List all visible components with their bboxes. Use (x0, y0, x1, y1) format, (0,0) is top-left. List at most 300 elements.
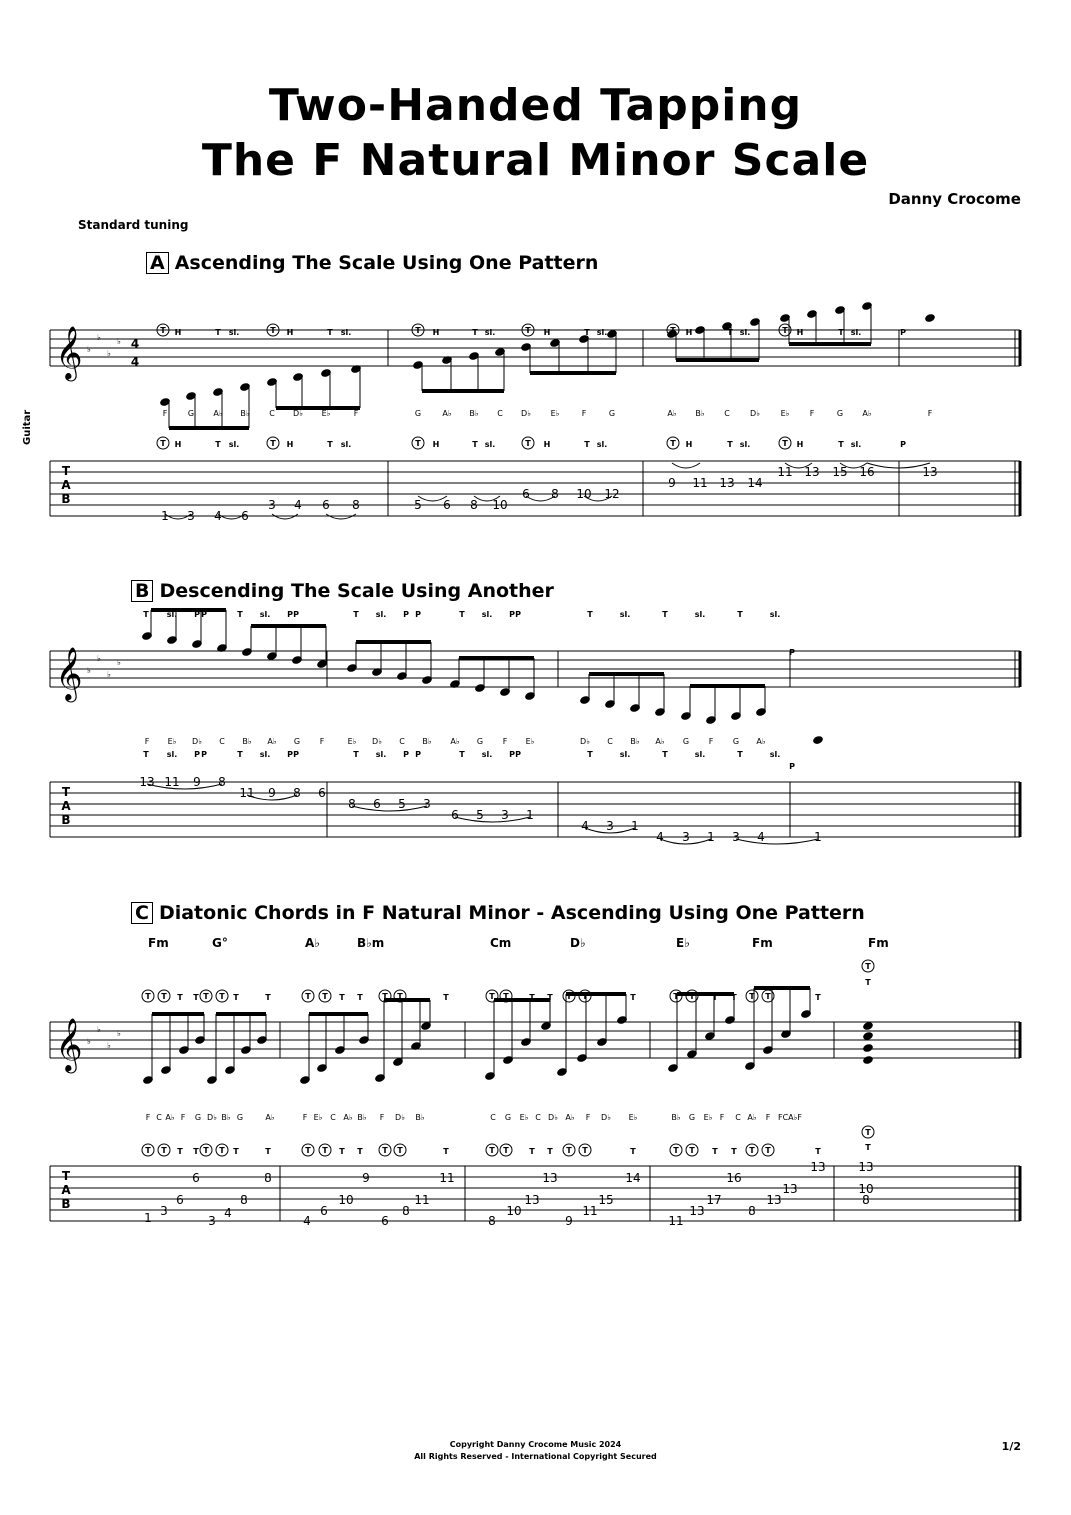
sysA-tab-tap-circle-letter: T (670, 439, 676, 448)
sysB-tab-tech-label: T (662, 750, 668, 759)
sysB-note-name: G (476, 737, 484, 746)
sysA-note-name: G (187, 409, 195, 418)
sysB-tab-number: 3 (732, 830, 740, 844)
sysA-tab-number: 8 (352, 498, 360, 512)
sysA-tech-label: T (472, 328, 478, 337)
sysC-tech-label: T (357, 993, 363, 1002)
sysC-tab-number: 8 (748, 1204, 756, 1218)
sysC-tab-tech-label: T (443, 1147, 449, 1156)
sysB-tab-tech-label: sl. (619, 750, 631, 759)
sysC-tab-tech-label: T (529, 1147, 535, 1156)
sysA-tab-clef: A (61, 478, 71, 492)
sysC-tab-tap-circle-letter: T (305, 1146, 311, 1155)
sysC-note-name: F (145, 1113, 151, 1122)
sysC-tech-label: T (339, 993, 345, 1002)
sysA-note-name: A♭ (667, 409, 677, 418)
sysA-tab-number: 8 (551, 487, 559, 501)
sysA-tab-tech-label: sl. (228, 440, 240, 449)
sysB-note-name: G (682, 737, 690, 746)
sysA-tab-tech-label: T (584, 440, 590, 449)
sysC-tab-tech-label: T (357, 1147, 363, 1156)
sysC-final-chord-note (862, 1043, 874, 1053)
sysC-tap-circle-letter: T (305, 992, 311, 1001)
sysC-note-name: A♭ (565, 1113, 575, 1122)
title-line-2: The F Natural Minor Scale (201, 135, 870, 186)
sysA-note-name: G (414, 409, 422, 418)
sysC-tap-circle-letter: T (219, 992, 225, 1001)
sysC-note-name: C (735, 1113, 741, 1122)
sysA-tab-slur (672, 463, 700, 468)
sysB-note-name: A♭ (756, 737, 766, 746)
sysB-tab-number: 5 (398, 797, 406, 811)
sysB-tab-number: 3 (606, 819, 614, 833)
sysB-tab-tech-label: P (415, 750, 421, 759)
sysC-tab-tech-label: T (265, 1147, 271, 1156)
sysC-note-name: A♭ (165, 1113, 175, 1122)
sysC-note-name: D♭ (548, 1113, 558, 1122)
sysC-tab-number: 13 (542, 1171, 558, 1185)
sysA-tech-label: T (727, 328, 733, 337)
sysB-tab-tech-label: P (201, 750, 207, 759)
sysC-chord-symbol: B♭m (357, 936, 385, 950)
sysB-tab-number: 8 (218, 775, 226, 789)
sysC-tab-number: 16 (726, 1171, 742, 1185)
sysB-tab-clef: T (61, 785, 71, 799)
sysA-tap-circle-letter: T (160, 326, 166, 335)
sysA-tech-label: sl. (340, 328, 352, 337)
sysB-tab-tech-label: T (353, 750, 359, 759)
sysB-tab-number: 3 (501, 808, 509, 822)
sysB-tab-tech-label: sl. (259, 750, 271, 759)
author: Danny Crocome (888, 190, 1021, 208)
sysC-note-name: C (330, 1113, 336, 1122)
sysB-tab-clef: A (61, 799, 71, 813)
sysA-tech-label: H (286, 328, 294, 337)
sysC-tab-number: 4 (224, 1206, 232, 1220)
sysA-flat: ♭ (107, 349, 111, 358)
sysB-note-name: E♭ (167, 737, 177, 746)
sysC-note-name: A♭ (343, 1113, 353, 1122)
sysB-note-name: E♭ (347, 737, 357, 746)
sysC-tab-tech-label: T (815, 1147, 821, 1156)
sysC-tab-number: 6 (176, 1193, 184, 1207)
sysC-tap-circle-letter: T (749, 992, 755, 1001)
page-number: 1/2 (1001, 1440, 1021, 1453)
sysA-tab-number: 6 (443, 498, 451, 512)
sysB-flat: ♭ (107, 670, 111, 679)
sysA-tab-tech-label: sl. (484, 440, 496, 449)
sysC-note-name: B♭ (671, 1113, 681, 1122)
sysC-tab-number: 13 (810, 1160, 826, 1174)
sysB-tab-number: 6 (318, 786, 326, 800)
sysC-tab-number: 9 (362, 1171, 370, 1185)
sysC-tab-clef: A (61, 1183, 71, 1197)
sysC-note-name: B♭ (415, 1113, 425, 1122)
sysA-note-name: B♭ (469, 409, 479, 418)
sysA-tech-label: sl. (484, 328, 496, 337)
sysC-tab-number: 6 (320, 1204, 328, 1218)
sysA-tab-number: 5 (414, 498, 422, 512)
sysB-tech-label: T (237, 610, 243, 619)
sysC-tap-circle-letter: T (161, 992, 167, 1001)
sysC-note-name: A♭ (265, 1113, 275, 1122)
sysC-flat: ♭ (117, 1029, 121, 1038)
sysC-tech-label: T (177, 993, 183, 1002)
sysA-tech-label: sl. (850, 328, 862, 337)
sysB-tech-label: P (515, 610, 521, 619)
sysB-note-name: B♭ (242, 737, 252, 746)
sysB-note-name: B♭ (630, 737, 640, 746)
sysB-tab-clef: B (61, 813, 71, 827)
sysB-tech-label: P (403, 610, 409, 619)
sysA-tab-tech-label: sl. (340, 440, 352, 449)
sysC-tab-clef: T (61, 1169, 71, 1183)
sysB-note-name: C (219, 737, 225, 746)
sysC-note-name: C (156, 1113, 162, 1122)
sysB-tab-tech-label: T (587, 750, 593, 759)
sysA-tab-tech-label: sl. (850, 440, 862, 449)
sysB-tech-label: sl. (481, 610, 493, 619)
sysA-tap-circle-letter: T (525, 326, 531, 335)
sysB-tech-label: T (143, 610, 149, 619)
sysA-note-name: F (927, 409, 933, 418)
sysB-note-name: D♭ (580, 737, 590, 746)
sysB-tech-label: sl. (619, 610, 631, 619)
sysC-tab-tap-circle-letter: T (145, 1146, 151, 1155)
sysB-tech-label: T (459, 610, 465, 619)
sysC-tab-tap-circle-letter: T (749, 1146, 755, 1155)
sysC-note-name: E♭ (703, 1113, 713, 1122)
sysC-tab-tech-label: T (630, 1147, 636, 1156)
sysA-tech-label: T (327, 328, 333, 337)
sysA-note-name: C (497, 409, 503, 418)
sysC-tech-label: T (529, 993, 535, 1002)
sysB-tab-number: 4 (656, 830, 664, 844)
sysB-tab-number: 5 (476, 808, 484, 822)
sysB-tech-label: T (737, 610, 743, 619)
sysC-tab-tap-circle-letter: T (382, 1146, 388, 1155)
sysB-tech-label: P (201, 610, 207, 619)
sysA-tab-clef: B (61, 492, 71, 506)
sysC-tab-number: 8 (488, 1214, 496, 1228)
sysA-tab-number: 16 (859, 465, 875, 479)
sysA-tap-circle-letter: T (270, 326, 276, 335)
sysC-tap-circle-letter: T (503, 992, 509, 1001)
sysA-tab-number: 3 (187, 509, 195, 523)
sysC-tap-circle-letter: T (203, 992, 209, 1001)
sysA-tab-tap-circle-letter: T (525, 439, 531, 448)
section-a-letter: A (146, 252, 169, 274)
sysC-tab-final-tech-label: T (865, 1143, 871, 1152)
sysC-tab-number: 10 (506, 1204, 522, 1218)
sysB-note-name: D♭ (372, 737, 382, 746)
sysB-tab-number: 6 (451, 808, 459, 822)
sysB-tab-tech-label: T (237, 750, 243, 759)
sysA-tap-circle-letter: T (670, 326, 676, 335)
sysA-note-name: E♭ (780, 409, 790, 418)
sysA-tab-tech-label: T (327, 440, 333, 449)
sysC-tab-tap-circle-letter: T (566, 1146, 572, 1155)
sysA-tap-circle-letter: T (415, 326, 421, 335)
sysA-tab-tech-label: H (685, 440, 693, 449)
sysA-tech-label: H (685, 328, 693, 337)
sysC-tap-circle-letter: T (382, 992, 388, 1001)
sysB-tab-slur (455, 817, 530, 822)
sysA-tech-label: T (584, 328, 590, 337)
sysB-tab-number: 3 (682, 830, 690, 844)
sysC-note-name: G (194, 1113, 202, 1122)
sysA-tech-label: sl. (228, 328, 240, 337)
sysA-note-name: F (809, 409, 815, 418)
sysC-note-name: G (236, 1113, 244, 1122)
sysB-tab-tech-label: sl. (375, 750, 387, 759)
sysC-flat: ♭ (87, 1037, 91, 1046)
sysC-tab-tech-label: T (177, 1147, 183, 1156)
sysB-note-name: C (399, 737, 405, 746)
sysA-note-name: B♭ (695, 409, 705, 418)
sysB-tab-number: 9 (193, 775, 201, 789)
sysB-tab-number: 11 (239, 786, 255, 800)
sysC-tab-number: 13 (689, 1204, 705, 1218)
sysC-tab-tech-label: T (731, 1147, 737, 1156)
sysC-chord-symbol: Fm (752, 936, 773, 950)
sysB-tab-number: 4 (757, 830, 765, 844)
sysC-tab-number: 4 (303, 1214, 311, 1228)
sysC-note-name: C (535, 1113, 541, 1122)
sysB-tab-slur (736, 839, 818, 844)
sysB-note-name: C (607, 737, 613, 746)
sysA-note-name: D♭ (293, 409, 303, 418)
sysA-tab-tech-label: H (174, 440, 182, 449)
sysC-tab-tap-circle-letter: T (203, 1146, 209, 1155)
sysB-tab-tech-label: P (194, 750, 200, 759)
sysA-tab-number: 1 (161, 509, 169, 523)
sysB-tab-tech-label: sl. (166, 750, 178, 759)
sysA-tab-tech-label: sl. (596, 440, 608, 449)
sysB-note-name: G (293, 737, 301, 746)
sysA-note-name: A♭ (442, 409, 452, 418)
sysA-tab-number: 4 (214, 509, 222, 523)
sysC-chord-symbol: Fm (148, 936, 169, 950)
sysC-tech-label: T (193, 993, 199, 1002)
section-c-letter: C (131, 902, 153, 924)
sysC-final-tap-circle-letter: T (865, 962, 871, 971)
sysC-tab-number: 11 (439, 1171, 455, 1185)
sysB-tech-label: P (287, 610, 293, 619)
sysA-tab-clef: T (61, 464, 71, 478)
sysC-tech-label: T (712, 993, 718, 1002)
sysA-flat: ♭ (87, 345, 91, 354)
sysA-tab-number: 13 (922, 465, 938, 479)
sysC-tab-tap-circle-letter: T (689, 1146, 695, 1155)
sysC-tab-tap-circle-letter: T (322, 1146, 328, 1155)
sysC-note-name: B♭ (221, 1113, 231, 1122)
sysA-tab-tech-label: H (796, 440, 804, 449)
sysC-tab-tap-circle-letter: T (503, 1146, 509, 1155)
sysC-chord-symbol: Fm (868, 936, 889, 950)
sysA-tab-number: 9 (668, 476, 676, 490)
sysA-tab-tech-label: H (432, 440, 440, 449)
section-b-letter: B (131, 580, 153, 602)
sysC-note-name: C (490, 1113, 496, 1122)
sysC-note-name: F (719, 1113, 725, 1122)
sysB-tab-tech-label: sl. (769, 750, 781, 759)
sysA-tab-number: 12 (604, 487, 620, 501)
sysA-tech-label: sl. (596, 328, 608, 337)
sysB-tech-label: P (509, 610, 515, 619)
sysC-tech-label: T (233, 993, 239, 1002)
sysB-tab-number: 3 (423, 797, 431, 811)
sysC-chord-symbol: D♭ (570, 936, 586, 950)
sysA-note-name: C (269, 409, 275, 418)
sysB-tab-tech-label: P (403, 750, 409, 759)
sysA-tab-number: 6 (522, 487, 530, 501)
sysC-note-name: G (688, 1113, 696, 1122)
sysC-tab-tech-label: T (712, 1147, 718, 1156)
sysC-note-name: E♭ (628, 1113, 638, 1122)
sysA-note-name: A♭ (862, 409, 872, 418)
sysC-tap-circle-letter: T (566, 992, 572, 1001)
sysC-tab-number: 11 (668, 1214, 684, 1228)
sysA-tab-tap-circle-letter: T (270, 439, 276, 448)
sysC-tab-clef: B (61, 1197, 71, 1211)
sysC-tech-label: T (265, 993, 271, 1002)
sysA-note-name: F (162, 409, 168, 418)
tuning-label: Standard tuning (78, 218, 189, 232)
sysC-tab-number: 6 (192, 1171, 200, 1185)
section-b-title: Descending The Scale Using Another (159, 580, 554, 602)
sysC-tab-number: 3 (160, 1204, 168, 1218)
sysC-final-chord-note (862, 1055, 874, 1065)
sysB-note-name: F (144, 737, 150, 746)
sysB-tech-label: sl. (769, 610, 781, 619)
sysB-flat: ♭ (97, 654, 101, 663)
sysC-note-name: E♭ (519, 1113, 529, 1122)
section-c-title: Diatonic Chords in F Natural Minor - Ascending Using One Pattern (158, 902, 865, 924)
sysC-note-name: E♭ (313, 1113, 323, 1122)
sysB-tab-tech-label: P (515, 750, 521, 759)
sysB-tab-tech-label: T (459, 750, 465, 759)
sysB-note-name: E♭ (525, 737, 535, 746)
sysA-treble-clef: 𝄞 (55, 325, 83, 379)
sysB-tech-label: T (662, 610, 668, 619)
sysA-note-name: A♭ (213, 409, 223, 418)
sysC-tab-number: 8 (862, 1193, 870, 1207)
sysB-note-name: D♭ (192, 737, 202, 746)
copyright-line: Copyright Danny Crocome Music 2024 (449, 1440, 622, 1449)
sysA-tap-circle-letter: T (782, 326, 788, 335)
sysB-tech-label: sl. (375, 610, 387, 619)
sysC-note-name: G (504, 1113, 512, 1122)
sysB-tech-label: P (293, 610, 299, 619)
sysC-tab-tap-circle-letter: T (397, 1146, 403, 1155)
sysA-note-name: G (608, 409, 616, 418)
sysA-tech-label: H (543, 328, 551, 337)
sysB-tab-number: 1 (707, 830, 715, 844)
sysA-tab-number: 6 (241, 509, 249, 523)
sysC-note-name: F (180, 1113, 186, 1122)
sysB-tech-label: T (587, 610, 593, 619)
sysB-tab-number: 11 (164, 775, 180, 789)
sysB-tab-tech-label: sl. (481, 750, 493, 759)
sysC-tab-number: 13 (782, 1182, 798, 1196)
sysC-tab-tap-circle-letter: T (161, 1146, 167, 1155)
sysC-note-name: D♭ (601, 1113, 611, 1122)
sysC-tab-tech-label: T (233, 1147, 239, 1156)
sysB-tech-label: sl. (166, 610, 178, 619)
sysB-tab-tech-label: T (737, 750, 743, 759)
sysA-flat: ♭ (117, 337, 121, 346)
sysC-tech-label: T (731, 993, 737, 1002)
sysA-tab-number: 6 (322, 498, 330, 512)
sysA-tab-number: 13 (804, 465, 820, 479)
sysB-note-name: B♭ (422, 737, 432, 746)
sysC-tab-tap-circle-letter: T (489, 1146, 495, 1155)
sysB-tech-label: P (415, 610, 421, 619)
sysC-tab-tech-label: T (193, 1147, 199, 1156)
instrument-label: Guitar (22, 409, 33, 445)
sysA-tab-tech-label: H (286, 440, 294, 449)
sysC-tech-label: T (443, 993, 449, 1002)
sysB-tech-label: T (353, 610, 359, 619)
sysA-tab-tech-label: T (727, 440, 733, 449)
sysA-tab-tech-label: P (900, 440, 906, 449)
sysC-tab-number: 11 (414, 1193, 430, 1207)
sysA-tab-number: 11 (777, 465, 793, 479)
sysC-note-name: F (379, 1113, 385, 1122)
sysC-tab-number: 8 (264, 1171, 272, 1185)
sysB-note-name: G (732, 737, 740, 746)
sysB-tech-label: P (194, 610, 200, 619)
sysB-note-name: F (708, 737, 714, 746)
sysC-tab-number: 17 (706, 1193, 722, 1207)
sysC-chord-symbol: Cm (490, 936, 512, 950)
sysC-note-name: F (585, 1113, 591, 1122)
sysC-tab-tap-circle-letter: T (219, 1146, 225, 1155)
sysC-tab-number: 11 (582, 1204, 598, 1218)
sysC-tab-number: 9 (565, 1214, 573, 1228)
sysC-tab-number: 13 (766, 1193, 782, 1207)
rights-line: All Rights Reserved - International Copyright Secured (414, 1452, 657, 1461)
sysB-note-name: A♭ (450, 737, 460, 746)
sysA-tab-number: 4 (294, 498, 302, 512)
sysA-tech-label: T (215, 328, 221, 337)
sysC-tech-label: T (815, 993, 821, 1002)
sysC-tap-circle-letter: T (765, 992, 771, 1001)
sysC-final-tech-label: T (865, 978, 871, 987)
sysA-tab-number: 14 (747, 476, 763, 490)
sysA-whole-note (924, 313, 936, 323)
sysB-tech-label: sl. (694, 610, 706, 619)
sysB-treble-clef: 𝄞 (55, 646, 83, 700)
sysC-tab-tap-circle-letter: T (673, 1146, 679, 1155)
sysB-tab-number: 1 (631, 819, 639, 833)
sysB-note-name: F (319, 737, 325, 746)
sysC-note-name: A♭ (747, 1113, 757, 1122)
sysC-tap-circle-letter: T (322, 992, 328, 1001)
sysA-time-top: 4 (130, 337, 140, 351)
sysA-tab-tech-label: T (838, 440, 844, 449)
sysA-tab-number: 10 (492, 498, 508, 512)
sysA-tech-label: P (900, 328, 906, 337)
sysC-tab-tap-circle-letter: T (582, 1146, 588, 1155)
sysC-flat: ♭ (107, 1041, 111, 1050)
sysA-tech-label: H (432, 328, 440, 337)
sysB-note-name: F (502, 737, 508, 746)
sysA-tab-number: 11 (692, 476, 708, 490)
sysB-note-name: A♭ (655, 737, 665, 746)
sysC-tab-final-tap-circle-letter: T (865, 1128, 871, 1137)
